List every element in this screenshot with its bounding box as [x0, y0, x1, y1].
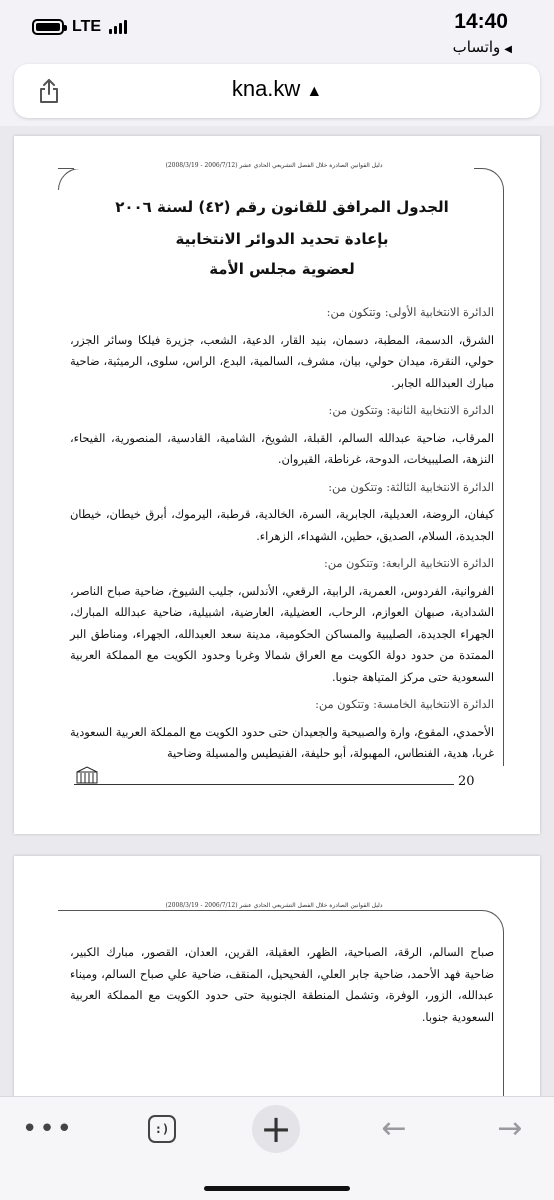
- footer-rule: [74, 784, 472, 785]
- district-1-heading: الدائرة الانتخابية الأولى: وتتكون من:: [326, 306, 494, 319]
- address-bar[interactable]: [14, 64, 540, 118]
- running-header: دليل القوانين الصادرة خلال الفصل التشريعي الحادي عشر (2006/7/12 - 2008/3/19): [74, 162, 474, 169]
- home-indicator[interactable]: [204, 1186, 350, 1191]
- back-triangle-icon: ◀: [504, 44, 512, 55]
- document-title-line-2: بإعادة تحديد الدوائر الانتخابية: [175, 230, 389, 248]
- warning-icon: ▲: [306, 83, 323, 100]
- district-1-areas: الشرق، الدسمة، المطبة، دسمان، بنيد القار، الدعية، الشعب، جزيرة فيلكا وسائر الجزر، حولي، النقرة، ميدان حولي، بيان، مشرف، السالمية، البدع، الراس، سلوى، الرميثية، ضاحية مبارك العبدالله الجابر.: [70, 333, 494, 390]
- district-5-areas: الأحمدي، المقوع، وارة والصبيحية والجعيدان حتى حدود الكويت مع المملكة العربية السعودية غربا، هدية، الفنطاس، المهبولة، أبو حليفة، الفنيطيس والمسيلة وضاحية: [70, 725, 494, 760]
- signal-bars-icon: [109, 20, 127, 34]
- district-4-areas: الفروانية، الفردوس، العمرية، الرابية، الرقعي، الأندلس، جليب الشيوخ، ضاحية صباح الناصر، الشدادية، صبهان العوازم، الرحاب، العضيلية، العارضية، اشبيلية، ضاحية عبدالله المبارك، الجهراء الجديدة، الصليبية والمساكن الحكومية، مدينة سعد العبدالله، الجهراء، ومناطق البر الممتدة من حدود دولة الكويت مع العراق شمالا وغربا وحدود الكويت مع المملكة العربية السعودية حتى مركز المتياهة جنوبا.: [70, 584, 494, 684]
- district-2-areas: المرقاب، ضاحية عبدالله السالم، القبلة، الشويخ، الشامية، القادسية، المنصورية، الفيحاء، النزهة، الصليبيخات، الدوحة، غرناطة، القيروان.: [70, 431, 494, 466]
- more-dots-icon: •••: [21, 1114, 74, 1144]
- arrow-left-icon: ←: [381, 1111, 407, 1146]
- running-header: دليل القوانين الصادرة خلال الفصل التشريعي الحادي عشر (2006/7/12 - 2008/3/19): [74, 902, 474, 909]
- back-app-label: واتساب: [452, 38, 501, 56]
- document-title-line-1: الجدول المرافق للقانون رقم (٤٢) لسنة ٢٠٠٦: [115, 198, 449, 216]
- building-logo-icon: [76, 766, 98, 784]
- district-5-heading: الدائرة الانتخابية الخامسة: وتتكون من:: [315, 698, 494, 711]
- district-2-heading: الدائرة الانتخابية الثانية: وتتكون من:: [328, 404, 494, 417]
- tabs-icon: :): [148, 1115, 176, 1143]
- new-tab-button[interactable]: [248, 1109, 304, 1149]
- status-bar: [0, 0, 554, 60]
- document-page-1: [14, 136, 540, 834]
- battery-icon: [32, 19, 64, 35]
- page-number: 20: [454, 774, 479, 789]
- browser-toolbar: [0, 1096, 554, 1200]
- clock: 14:40: [454, 10, 508, 33]
- network-type: LTE: [72, 18, 102, 35]
- district-3-heading: الدائرة الانتخابية الثالثة: وتتكون من:: [328, 480, 494, 494]
- forward-button[interactable]: [482, 1109, 538, 1149]
- document-body: [70, 302, 494, 765]
- document-title-line-3: لعضوية مجلس الأمة: [209, 260, 355, 278]
- document-page-2: [14, 856, 540, 1096]
- district-4-heading: الدائرة الانتخابية الرابعة: وتتكون من:: [323, 557, 494, 570]
- tabs-button[interactable]: [134, 1109, 190, 1149]
- arrow-right-icon: →: [497, 1111, 523, 1146]
- district-5-areas-continued: صباح السالم، الرقة، الصباحية، الظهر، العقيلة، القرين، العدان، القصور، مبارك الكبير، ضاحية فهد الأحمد، ضاحية جابر العلي، الفحيحيل، المنقف، ضاحية علي صباح السالم، وميناء عبدالله، الزور، الوفرة، وتشمل المنطقة الجنوبية حتى حدود الكويت مع المملكة العربية السعودية جنوبا.: [70, 946, 494, 1024]
- url-domain[interactable]: [14, 76, 540, 102]
- more-button[interactable]: [20, 1109, 76, 1149]
- back-button[interactable]: [366, 1109, 422, 1149]
- document-viewer[interactable]: [0, 126, 554, 1096]
- domain-text: kna.kw: [231, 76, 301, 101]
- district-3-areas: كيفان، الروضة، العديلية، الجابرية، السرة، الخالدية، قرطبة، اليرموك، أبرق خيطان، خيطان الجديدة، السلام، الصديق، حطين، الشهداء، الزهراء.: [70, 508, 494, 543]
- status-indicators: [32, 18, 127, 36]
- plus-icon: +: [252, 1105, 300, 1153]
- back-to-app-link[interactable]: [453, 38, 512, 56]
